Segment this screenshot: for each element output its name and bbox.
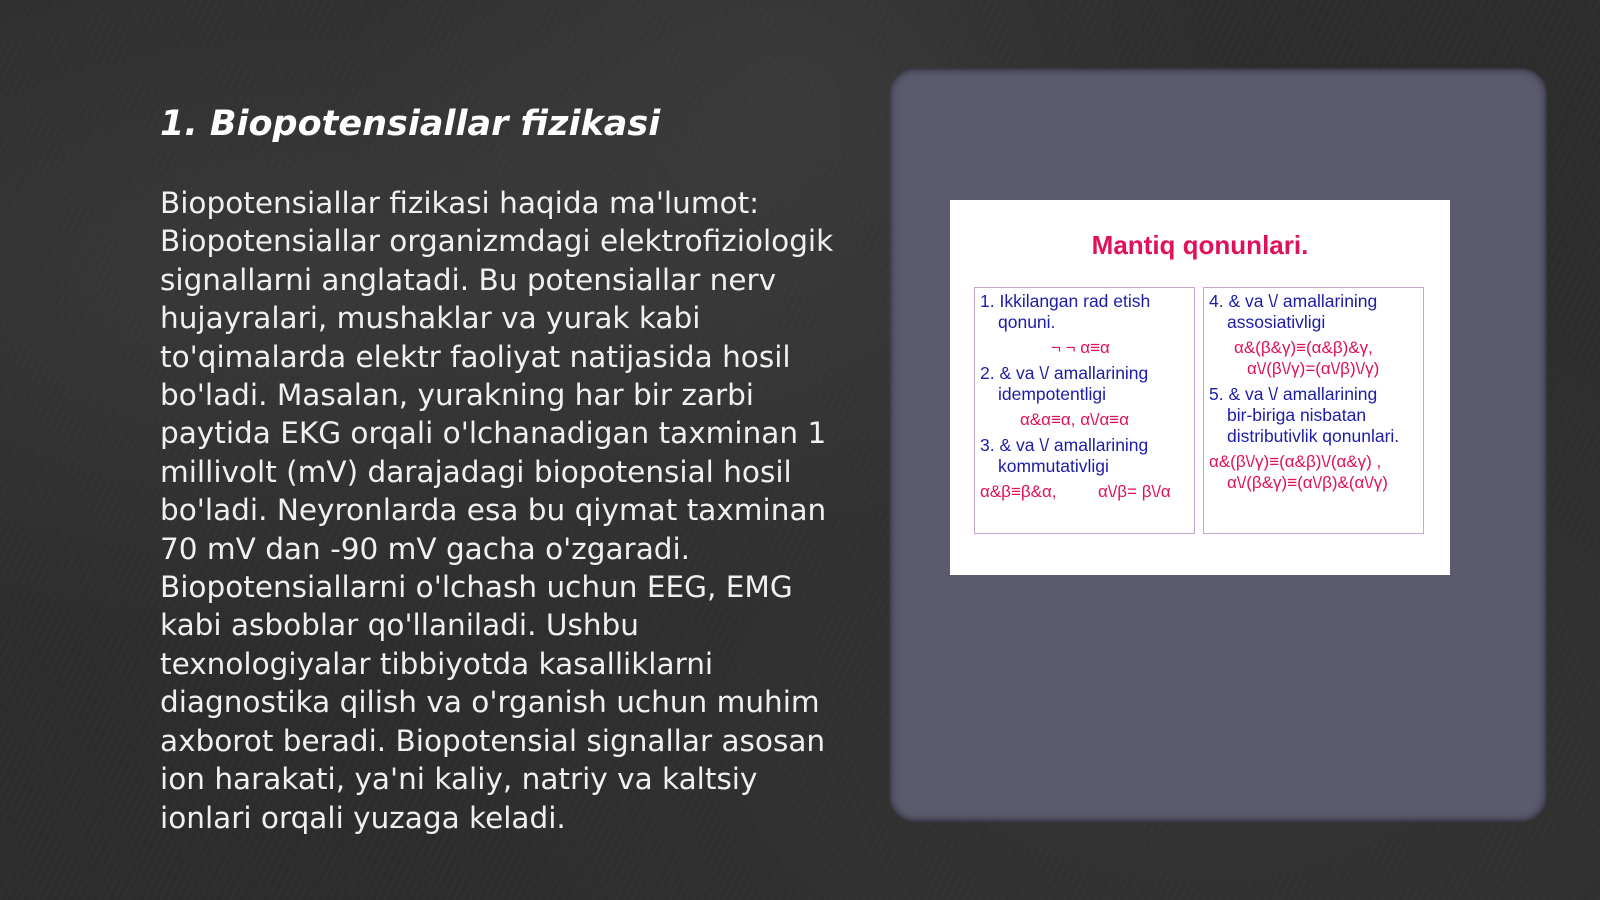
law-4-heading: 4. & va \/ amallarining: [1209, 291, 1378, 311]
figure-title: Mantiq qonunlari.: [1091, 230, 1309, 260]
law-4-formula-1: α&(β&γ)≡(α&β)&γ,: [1234, 338, 1373, 357]
law-3-heading-cont: kommutativligi: [998, 456, 1109, 476]
law-2-heading: 2. & va \/ amallarining: [980, 363, 1149, 383]
law-5-formula-1: α&(β\/γ)≡(α&β)\/(α&γ) ,: [1209, 452, 1382, 471]
law-2-formula: α&α≡α, α\/α≡α: [1020, 410, 1130, 429]
law-3-formula-a: α&β≡β&α,: [980, 482, 1057, 501]
law-5-heading-cont: bir-biriga nisbatan: [1227, 405, 1367, 425]
law-3-heading: 3. & va \/ amallarining: [980, 435, 1149, 455]
law-2-heading-cont: idempotentligi: [998, 384, 1106, 404]
law-4-formula-2: α\/(β\/γ)=(α\/β)\/γ): [1247, 359, 1380, 378]
law-5-formula-2: α\/(β&γ)≡(α\/β)&(α\/γ): [1227, 473, 1388, 492]
law-3-formula-b: α\/β= β\/α: [1098, 482, 1171, 501]
law-1-heading-cont: qonuni.: [998, 312, 1056, 332]
laws-box-right: [1203, 287, 1424, 534]
law-5-heading-cont-2: distributivlik qonunlari.: [1227, 426, 1400, 446]
law-1-formula: ¬ ¬ α≡α: [1051, 338, 1110, 357]
law-4-heading-cont: assosiativligi: [1227, 312, 1326, 332]
logic-laws-figure: [950, 200, 1450, 575]
law-1-heading: 1. Ikkilangan rad etish: [980, 291, 1151, 311]
slide-body-text: Biopotensiallar fizikasi haqida ma'lumot: Biopotensiallar organizmdagi elektrofiziologik signallarni anglatadi. Bu potensiallar nerv hujayralari, mushaklar va yurak kabi to'qimalarda elektr faoliyat natijasida hosil bo'ladi. Masalan, yurakning har bir zarbi paytida EKG orqali o'lchanadigan taxminan 1 millivolt (mV) darajadagi biopotensial hosil bo'ladi. Neyronlarda esa bu qiymat taxminan 70 mV dan -90 mV gacha o'zgaradi. Biopotensiallarni o'lchash uchun EEG, EMG kabi asboblar qo'llaniladi. Ushbu texnologiyalar tibbiyotda kasalliklarni diagnostika qilish va o'rganish uchun muhim axborot beradi. Biopotensial signallar asosan ion harakati, ya'ni kaliy, natriy va kaltsiy ionlari orqali yuzaga keladi.: [160, 186, 834, 835]
law-5-heading: 5. & va \/ amallarining: [1209, 384, 1378, 404]
slide-title: 1. Biopotensiallar fizikasi: [160, 104, 661, 144]
laws-box-left: [974, 287, 1195, 534]
